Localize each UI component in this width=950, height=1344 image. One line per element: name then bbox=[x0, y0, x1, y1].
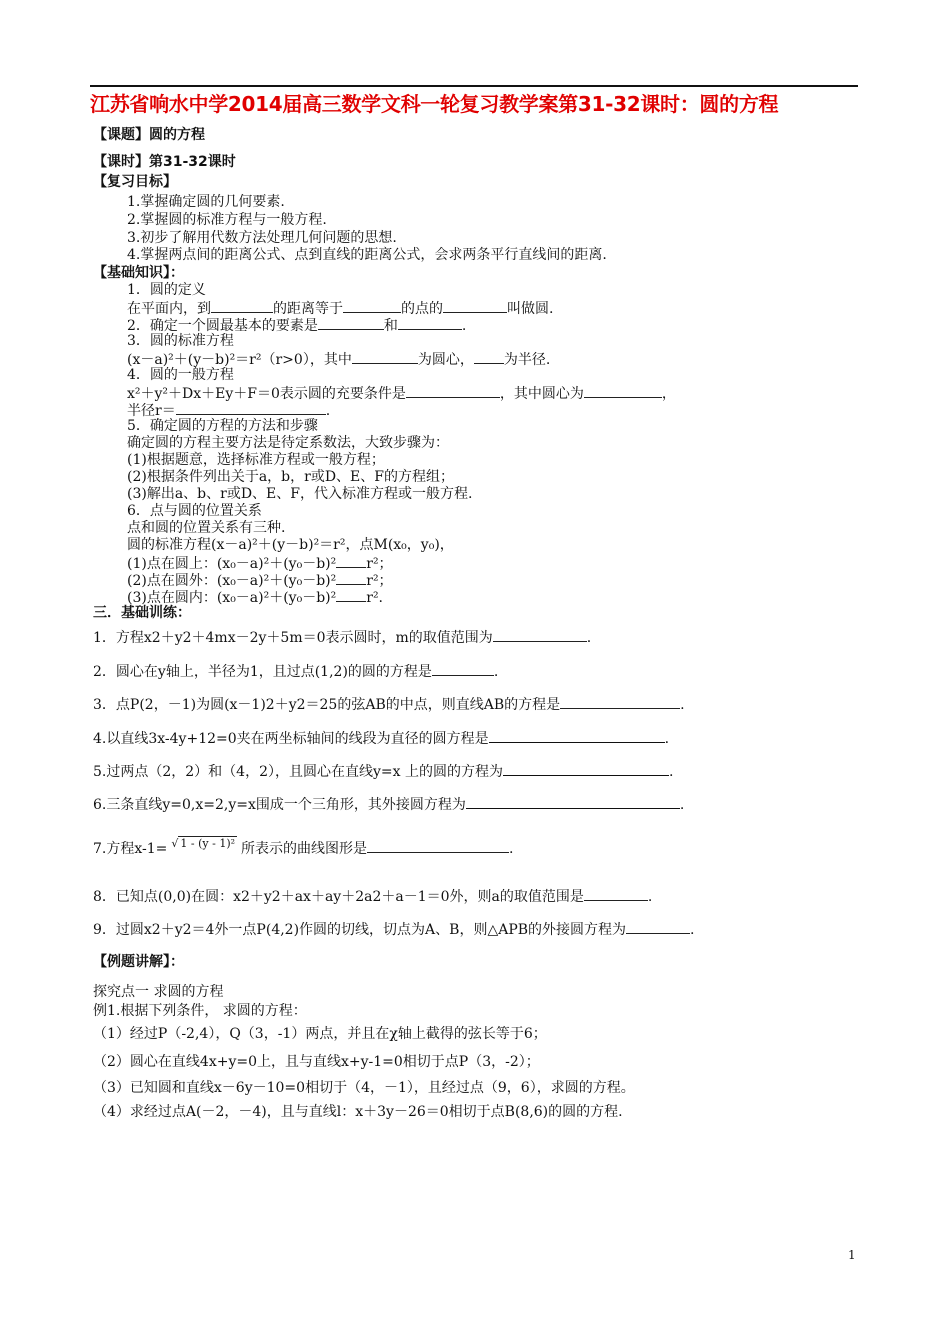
example-line: 探究点一 求圆的方程 bbox=[93, 984, 224, 1000]
blank bbox=[626, 919, 690, 934]
blank bbox=[343, 298, 401, 313]
training-q1 bbox=[93, 627, 591, 645]
text: 8．已知点(0,0)在圆：x2＋y2＋ax＋ay＋2a2＋a－1＝0外，则a的取值范围是 bbox=[93, 889, 584, 905]
radical-sqrt: √ 1 - (y - 1)² bbox=[171, 837, 236, 850]
text: . bbox=[679, 797, 685, 813]
training-q4 bbox=[93, 728, 669, 746]
goal-item: 4.掌握两点间的距离公式、点到直线的距离公式，会求两条平行直线间的距离. bbox=[127, 247, 607, 263]
blank bbox=[367, 838, 509, 853]
basics-line: 3．圆的标准方程 bbox=[127, 333, 234, 349]
text: 为圆心， bbox=[417, 352, 474, 368]
text: 叫做圆. bbox=[507, 301, 554, 317]
basics-line: 1．圆的定义 bbox=[127, 282, 206, 298]
blank bbox=[493, 627, 587, 642]
blank bbox=[503, 761, 669, 776]
text: 为半径. bbox=[503, 352, 551, 368]
text: . bbox=[680, 697, 685, 713]
training-q7 bbox=[93, 838, 513, 860]
top-rule bbox=[90, 85, 858, 87]
training-label: 三．基础训练： bbox=[93, 605, 191, 621]
example-line: （1）经过P（-2,4），Q（3，-1）两点，并且在χ轴上截得的弦长等于6； bbox=[93, 1026, 547, 1042]
text: . bbox=[668, 764, 674, 780]
basics-line bbox=[127, 349, 550, 367]
page-number: 1 bbox=[848, 1248, 856, 1262]
text: . bbox=[461, 318, 467, 334]
example-line: （4）求经过点A(－2，－4)，且与直线l：x＋3y－26＝0相切于点B(8,6)的圆的方程. bbox=[93, 1104, 623, 1120]
blank bbox=[211, 298, 273, 313]
example-line: （2）圆心在直线4x+y=0上，且与直线x+y-1=0相切于点P（3，-2）； bbox=[93, 1054, 540, 1070]
text: 4.以直线3x-4y+12=0夹在两坐标轴间的线段为直径的圆方程是 bbox=[93, 731, 489, 747]
blank bbox=[352, 349, 418, 364]
text: r². bbox=[366, 590, 384, 606]
blank bbox=[336, 553, 366, 568]
blank bbox=[336, 570, 366, 585]
blank bbox=[560, 694, 680, 709]
training-q5 bbox=[93, 761, 673, 779]
basics-label: 【基础知识】： bbox=[93, 265, 184, 281]
basics-line: (1)根据题意，选择标准方程或一般方程； bbox=[127, 452, 385, 468]
blank bbox=[466, 794, 680, 809]
examples-label: 【例题讲解】： bbox=[93, 954, 184, 970]
blank bbox=[584, 886, 648, 901]
basics-line bbox=[127, 383, 676, 401]
text: (2)点在圆外：(x₀－a)²＋(y₀－b)² bbox=[127, 573, 337, 589]
text: 1．方程x2＋y2＋4mx－2y＋5m＝0表示圆时，m的取值范围为 bbox=[93, 630, 493, 646]
example-line: 例1.根据下列条件， 求圆的方程： bbox=[93, 1003, 307, 1019]
document-title: 江苏省响水中学2014届高三数学文科一轮复习教学案第31-32课时：圆的方程 bbox=[90, 92, 779, 116]
basics-line: 圆的标准方程(x－a)²＋(y－b)²＝r²，点M(x₀，y₀)， bbox=[127, 537, 454, 553]
text: 6.三条直线y=0,x=2,y=x围成一个三角形，其外接圆方程为 bbox=[93, 797, 466, 813]
basics-line bbox=[127, 553, 393, 571]
blank bbox=[406, 383, 500, 398]
training-q6 bbox=[93, 794, 684, 812]
blank bbox=[584, 383, 662, 398]
blank bbox=[176, 400, 326, 415]
text: 2．圆心在y轴上，半径为1，且过点(1,2)的圆的方程是 bbox=[93, 664, 432, 680]
training-q3 bbox=[93, 694, 685, 712]
blank bbox=[443, 298, 507, 313]
basics-line: 5．确定圆的方程的方法和步骤 bbox=[127, 418, 318, 434]
blank bbox=[474, 349, 504, 364]
training-q9 bbox=[93, 919, 694, 937]
text: . bbox=[690, 922, 695, 938]
text: r²； bbox=[366, 573, 393, 589]
text: r²； bbox=[366, 556, 393, 572]
radicand: 1 - (y - 1)² bbox=[180, 837, 236, 850]
period-label: 【课时】 bbox=[93, 154, 149, 170]
goal-item: 3.初步了解用代数方法处理几何问题的思想. bbox=[127, 230, 397, 246]
blank bbox=[489, 728, 665, 743]
text: 的距离等于 bbox=[273, 301, 343, 317]
text: (3)点在圆内：(x₀－a)²＋(y₀－b)² bbox=[127, 590, 337, 606]
blank bbox=[432, 661, 494, 676]
training-q2 bbox=[93, 661, 498, 679]
goals-label: 【复习目标】 bbox=[93, 174, 177, 190]
text: ， bbox=[661, 386, 676, 402]
goal-item: 2.掌握圆的标准方程与一般方程. bbox=[127, 212, 327, 228]
text: 和 bbox=[383, 318, 398, 334]
text: . bbox=[647, 889, 653, 905]
text: . bbox=[586, 630, 592, 646]
text: 7.方程x-1= bbox=[93, 841, 168, 857]
basics-line: (3)解出a、b、r或D、E、F，代入标准方程或一般方程. bbox=[127, 486, 473, 502]
basics-line: 点和圆的位置关系有三种. bbox=[127, 520, 286, 536]
basics-line: 确定圆的方程主要方法是待定系数法，大致步骤为： bbox=[127, 435, 449, 451]
text: . bbox=[509, 841, 514, 857]
text: 所表示的曲线图形是 bbox=[241, 841, 368, 857]
basics-line bbox=[127, 400, 330, 418]
text: x²＋y²＋Dx＋Ey＋F＝0表示圆的充要条件是 bbox=[127, 386, 406, 402]
basics-line bbox=[127, 315, 466, 333]
text: . bbox=[493, 664, 499, 680]
goal-item: 1.掌握确定圆的几何要素. bbox=[127, 194, 285, 210]
period-line bbox=[93, 153, 236, 171]
basics-line bbox=[127, 570, 393, 588]
blank bbox=[398, 315, 462, 330]
text: ，其中圆心为 bbox=[499, 386, 584, 402]
text: (x－a)²＋(y－b)²＝r²（r>0），其中 bbox=[127, 352, 352, 368]
blank bbox=[336, 587, 366, 602]
text: 在平面内，到 bbox=[127, 301, 211, 317]
topic-text: 圆的方程 bbox=[149, 127, 205, 143]
example-line: （3）已知圆和直线x－6y－10=0相切于（4，－1），且经过点（9，6），求圆的方程。 bbox=[93, 1080, 635, 1096]
text: (1)点在圆上：(x₀－a)²＋(y₀－b)² bbox=[127, 556, 337, 572]
period-text: 第31-32课时 bbox=[149, 154, 236, 170]
basics-line bbox=[127, 298, 553, 316]
text: 3．点P(2，－1)为圆(x－1)2＋y2＝25的弦AB的中点，则直线AB的方程是 bbox=[93, 697, 561, 713]
basics-line bbox=[127, 587, 383, 605]
topic-line bbox=[93, 126, 205, 144]
text: 半径r＝ bbox=[127, 403, 176, 419]
blank bbox=[318, 315, 384, 330]
text: 2．确定一个圆最基本的要素是 bbox=[127, 318, 318, 334]
basics-line: 6．点与圆的位置关系 bbox=[127, 503, 262, 519]
training-q8 bbox=[93, 886, 652, 904]
text: 9．过圆x2＋y2＝4外一点P(4,2)作圆的切线，切点为A、B，则△APB的外接圆方程为 bbox=[93, 922, 627, 938]
text: 5.过两点（2，2）和（4，2），且圆心在直线y=x 上的圆的方程为 bbox=[93, 764, 503, 780]
topic-label: 【课题】 bbox=[93, 127, 149, 143]
basics-line: (2)根据条件列出关于a，b，r或D、E、F的方程组； bbox=[127, 469, 454, 485]
text: . bbox=[664, 731, 670, 747]
basics-line: 4．圆的一般方程 bbox=[127, 367, 234, 383]
text: . bbox=[325, 403, 331, 419]
text: 的点的 bbox=[401, 301, 443, 317]
